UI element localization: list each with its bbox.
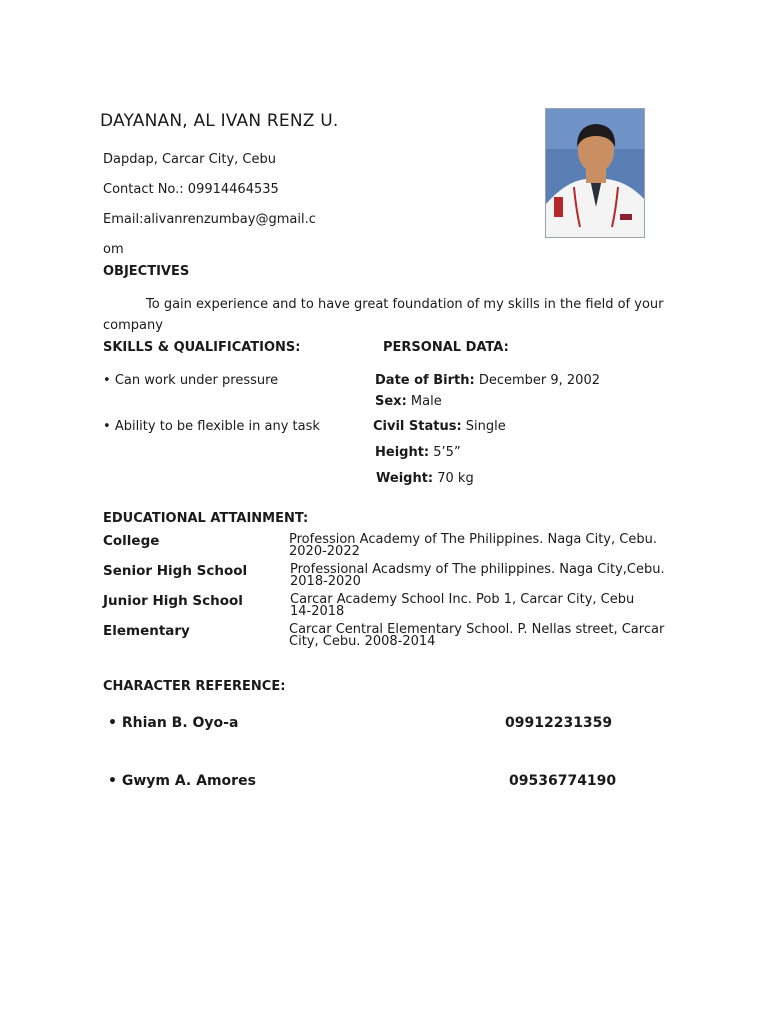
weight-label: Weight: <box>376 471 434 486</box>
reference-name-text: Rhian B. Oyo-a <box>121 715 239 731</box>
skill-item-text: Ability to be flexible in any task <box>114 419 320 434</box>
person-photo-icon <box>546 109 645 238</box>
height-value: 5’5” <box>429 445 461 460</box>
sex-field <box>375 394 442 409</box>
education-school-line2: City, Cebu. 2008-2014 <box>289 634 436 649</box>
dob-value: December 9, 2002 <box>474 373 600 388</box>
civil-status-field <box>373 419 506 434</box>
education-school <box>290 564 680 588</box>
education-school <box>290 594 680 618</box>
education-heading: EDUCATIONAL ATTAINMENT: <box>103 511 309 526</box>
education-level: Junior High School <box>103 593 243 609</box>
height-field <box>375 445 461 460</box>
sex-value: Male <box>406 394 442 409</box>
education-school-line2: 14-2018 <box>290 604 345 619</box>
education-school <box>289 534 679 558</box>
skills-heading: SKILLS & QUALIFICATIONS: <box>103 340 301 355</box>
height-label: Height: <box>375 445 430 460</box>
email-text-line1: Email:alivanrenzumbay@gmail.c <box>103 212 316 227</box>
bullet-icon: • <box>103 419 115 434</box>
civil-status-label: Civil Status: <box>373 419 462 434</box>
education-school-line1: Professional Acadsmy of The philippines. Naga City,Cebu. <box>290 562 665 577</box>
dob-label: Date of Birth: <box>375 373 475 388</box>
skill-item <box>103 373 278 388</box>
bullet-icon: • <box>108 773 122 789</box>
objectives-text-line2: company <box>103 318 163 333</box>
reference-name-text: Gwym A. Amores <box>121 773 256 789</box>
education-school-line1: Profession Academy of The Philippines. Naga City, Cebu. <box>289 532 657 547</box>
reference-name <box>108 715 238 731</box>
contact-text: Contact No.: 09914464535 <box>103 182 279 197</box>
sex-label: Sex: <box>375 394 407 409</box>
education-school-line1: Carcar Academy School Inc. Pob 1, Carcar City, Cebu <box>290 592 635 607</box>
email-text-line2: om <box>103 242 124 257</box>
weight-value: 70 kg <box>433 471 474 486</box>
weight-field <box>376 471 474 486</box>
bullet-icon: • <box>108 715 122 731</box>
skill-item <box>103 419 320 434</box>
objectives-heading: OBJECTIVES <box>103 264 190 279</box>
education-level: Senior High School <box>103 563 248 579</box>
education-school-line2: 2018-2020 <box>290 574 361 589</box>
reference-phone: 09912231359 <box>505 715 613 731</box>
education-school <box>289 624 679 648</box>
education-school-line2: 2020-2022 <box>289 544 360 559</box>
civil-status-value: Single <box>461 419 506 434</box>
address-text: Dapdap, Carcar City, Cebu <box>103 152 276 167</box>
applicant-name: DAYANAN, AL IVAN RENZ U. <box>100 111 339 131</box>
education-level: College <box>103 533 160 549</box>
skill-item-text: Can work under pressure <box>114 373 279 388</box>
education-level: Elementary <box>103 623 190 639</box>
reference-name <box>108 773 256 789</box>
reference-heading: CHARACTER REFERENCE: <box>103 679 286 694</box>
bullet-icon: • <box>103 373 115 388</box>
education-school-line1: Carcar Central Elementary School. P. Nellas street, Carcar <box>289 622 665 637</box>
objectives-text-line1: To gain experience and to have great foundation of my skills in the field of your <box>146 297 664 312</box>
reference-phone: 09536774190 <box>509 773 617 789</box>
profile-photo <box>545 108 645 238</box>
personal-data-heading: PERSONAL DATA: <box>383 340 509 355</box>
dob-field <box>375 373 600 388</box>
